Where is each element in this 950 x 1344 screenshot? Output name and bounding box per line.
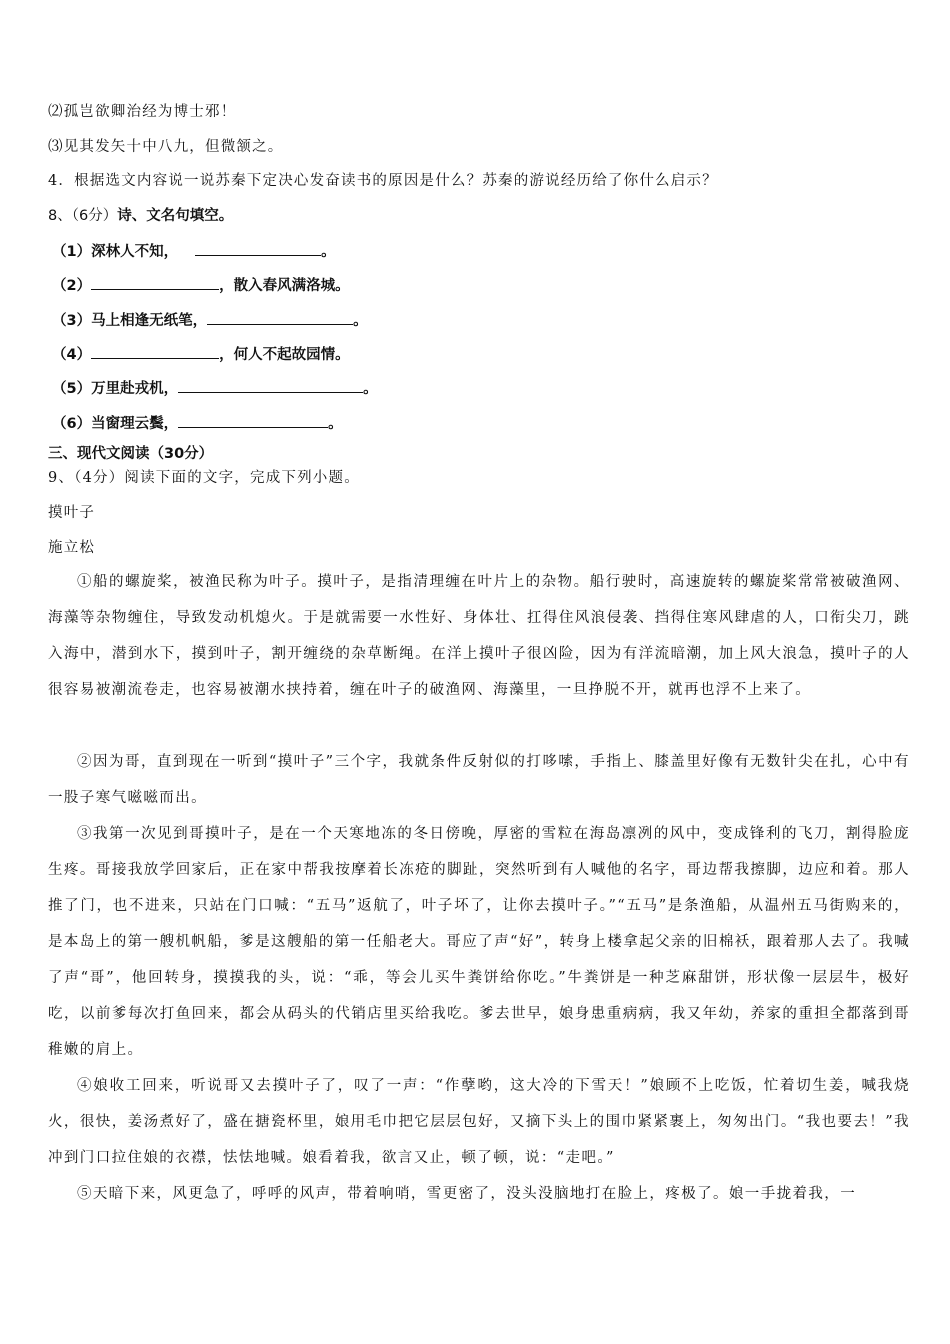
answer-blank[interactable] (91, 344, 219, 359)
answer-blank[interactable] (207, 310, 353, 325)
q8-item-6: （6）当窗理云鬓， 。 (52, 413, 343, 433)
q9-heading: 9、（4分）阅读下面的文字，完成下列小题。 (48, 470, 360, 486)
article-paragraph-1: ①船的螺旋桨，被渔民称为叶子。摸叶子，是指清理缠在叶片上的杂物。船行驶时，高速旋转的螺旋桨常常被破渔网、海藻等杂物缠住，导致发动机熄火。于是就需要一水性好、身体壮、扛得住风浪侵袭、挡得住寒风肆虐的人，口衔尖刀，跳入海中，潜到水下，摸到叶子，割开缠绕的杂草断绳。在洋上摸叶子很凶险，因为有洋流暗潮，加上风大浪急，摸叶子的人很容易被潮流卷走，也容易被潮水挟持着，缠在叶子的破渔网、海藻里，一旦挣脱不开，就再也浮不上来了。 (48, 574, 910, 698)
article-title: 摸叶子 (48, 505, 96, 521)
q8-item-1: （1）深林人不知， 。 (52, 241, 336, 261)
q8-item-5: （5）万里赴戎机， 。 (52, 378, 378, 398)
article-paragraph-3: ③我第一次见到哥摸叶子，是在一个天寒地冻的冬日傍晚，厚密的雪粒在海岛凛冽的风中，变成锋利的飞刀，割得脸庞生疼。哥接我放学回家后，正在家中帮我按摩着长冻疮的脚趾，突然听到有人喊他的名字，哥边帮我擦脚，边应和着。那人推了门，也不进来，只站在门口喊：“五马”返航了，叶子坏了，让你去摸叶子。”“五马”是条渔船，从温州五马街购来的，是本岛上的第一艘机帆船，爹是这艘船的第一任船老大。哥应了声“好”，转身上楼拿起父亲的旧棉袄，跟着那人去了。我喊了声“哥”，他回转身，摸摸我的头，说：“乖，等会儿买牛粪饼给你吃。”牛粪饼是一种芝麻甜饼，形状像一层层牛，极好吃，以前爹每次打鱼回来，都会从码头的代销店里买给我吃。爹去世早，娘身患重病病，我又年幼，养家的重担全都落到哥稚嫩的肩上。 (48, 826, 910, 1058)
q8-item-2: （2） ，散入春风满洛城。 (52, 275, 350, 295)
q8-heading (48, 207, 233, 225)
article-paragraph-4: ④娘收工回来，听说哥又去摸叶子了，叹了一声：“作孽哟，这大冷的下雪天！”娘顾不上吃饭，忙着切生姜，喊我烧火，很快，姜汤煮好了，盛在搪瓷杯里，娘用毛巾把它层层包好，又摘下头上的围巾紧紧裹上，匆匆出门。“我也要去！”我冲到门口拉住娘的衣襟，怯怯地喊。娘看着我，欲言又止，顿了顿，说：“走吧。” (48, 1078, 910, 1166)
q8-item-4: （4） ，何人不起故园情。 (52, 344, 350, 364)
q8-number: 8、（6分） (48, 208, 118, 224)
q8-item-3: （3）马上相逢无纸笔， 。 (52, 310, 368, 330)
q7-item-3: ⑶见其发矢十中八九，但微颔之。 (48, 139, 284, 155)
section-heading: 三、现代文阅读（30分） (48, 446, 214, 462)
answer-blank[interactable] (195, 241, 321, 256)
article-author: 施立松 (48, 540, 96, 556)
answer-blank[interactable] (178, 413, 328, 428)
article-paragraph-2: ②因为哥，直到现在一听到“摸叶子”三个字，我就条件反射似的打哆嗦，手指上、膝盖里好像有无数针尖在扎，心中有一股子寒气嗞嗞而出。 (48, 754, 910, 806)
q8-title: 诗、文名句填空。 (117, 208, 234, 224)
article-paragraph-5: ⑤天暗下来，风更急了，呼呼的风声，带着响哨，雪更密了，没头没脑地打在脸上，疼极了。娘一手拢着我，一 (77, 1186, 857, 1202)
answer-blank[interactable] (91, 275, 219, 290)
q7-sub-question-4: 4．根据选文内容说一说苏秦下定决心发奋读书的原因是什么？苏秦的游说经历给了你什么启示？ (48, 173, 718, 189)
answer-blank[interactable] (178, 378, 363, 393)
q7-item-2: ⑵孤岂欲卿治经为博士邪！ (48, 104, 237, 120)
